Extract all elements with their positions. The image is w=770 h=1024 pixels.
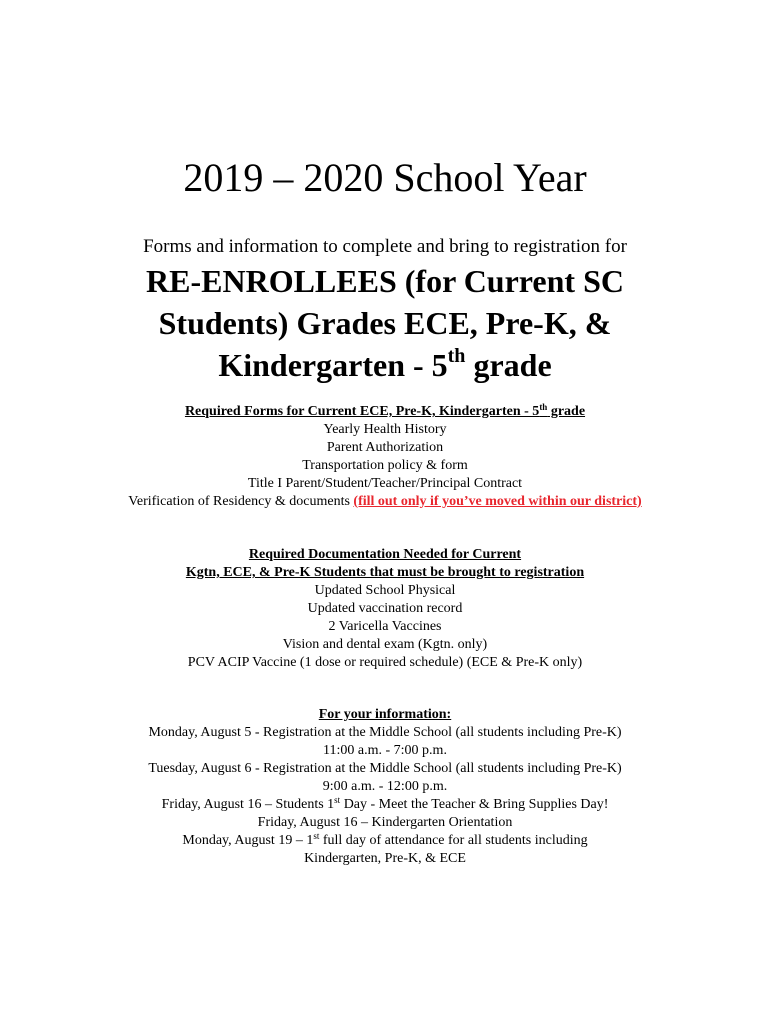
required-docs-header-line-1: Required Documentation Needed for Current xyxy=(248,547,522,562)
list-item: 2 Varicella Vaccines xyxy=(328,619,442,634)
headline-line-3-text: Kindergarten - 5 xyxy=(218,347,448,383)
info-line: 9:00 a.m. - 12:00 p.m. xyxy=(322,779,448,794)
required-forms-section xyxy=(0,403,770,511)
info-line-5-end: Day - Meet the Teacher & Bring Supplies Day! xyxy=(340,797,609,812)
info-line-7-end: full day of attendance for all students including xyxy=(319,833,588,848)
headline-line-3 xyxy=(60,344,710,386)
info-header: For your information: xyxy=(318,707,452,722)
list-item: PCV ACIP Vaccine (1 dose or required schedule) (ECE & Pre-K only) xyxy=(187,655,583,670)
list-item: Title I Parent/Student/Teacher/Principal Contract xyxy=(247,476,523,491)
intro-text: Forms and information to complete and bring to registration for xyxy=(143,236,627,257)
info-section xyxy=(0,706,770,868)
residency-item xyxy=(0,493,770,511)
residency-text: Verification of Residency & documents xyxy=(128,494,354,509)
info-line: Tuesday, August 6 - Registration at the Middle School (all students including Pre-K) xyxy=(148,761,622,776)
info-line-7-text: Monday, August 19 – 1 xyxy=(182,833,314,848)
info-line: 11:00 a.m. - 7:00 p.m. xyxy=(323,743,447,758)
info-line-5-ordinal: st xyxy=(334,795,341,805)
headline xyxy=(60,260,710,386)
headline-line-3-end: grade xyxy=(465,347,552,383)
required-forms-header-end: grade xyxy=(547,404,586,419)
headline-line-1: RE-ENROLLEES (for Current SC xyxy=(146,263,624,299)
headline-line-2: Students) Grades ECE, Pre-K, & xyxy=(158,305,612,341)
required-forms-header-ordinal: th xyxy=(539,402,548,412)
headline-ordinal: th xyxy=(447,345,466,367)
info-line-5-text: Friday, August 16 – Students 1 xyxy=(161,797,335,812)
required-docs-section xyxy=(0,546,770,672)
list-item: Yearly Health History xyxy=(323,422,447,437)
list-item: Transportation policy & form xyxy=(302,458,468,473)
list-item: Updated vaccination record xyxy=(307,601,463,616)
info-line: Kindergarten, Pre-K, & ECE xyxy=(304,851,466,866)
info-line xyxy=(0,796,770,814)
required-forms-header-text: Required Forms for Current ECE, Pre-K, Kindergarten - 5 xyxy=(184,404,540,419)
info-line-7-ordinal: st xyxy=(313,831,320,841)
info-line: Friday, August 16 – Kindergarten Orientation xyxy=(257,815,513,830)
required-forms-header xyxy=(0,403,770,421)
list-item: Parent Authorization xyxy=(326,440,444,455)
page-title: 2019 – 2020 School Year xyxy=(183,155,587,200)
info-line: Monday, August 5 - Registration at the Middle School (all students including Pre-K) xyxy=(148,725,622,740)
list-item: Updated School Physical xyxy=(314,583,456,598)
required-docs-header-line-2: Kgtn, ECE, & Pre-K Students that must be brought to registration xyxy=(185,565,585,580)
list-item: Vision and dental exam (Kgtn. only) xyxy=(282,637,488,652)
residency-note: (fill out only if you’ve moved within our district) xyxy=(353,494,642,509)
info-line xyxy=(0,832,770,850)
